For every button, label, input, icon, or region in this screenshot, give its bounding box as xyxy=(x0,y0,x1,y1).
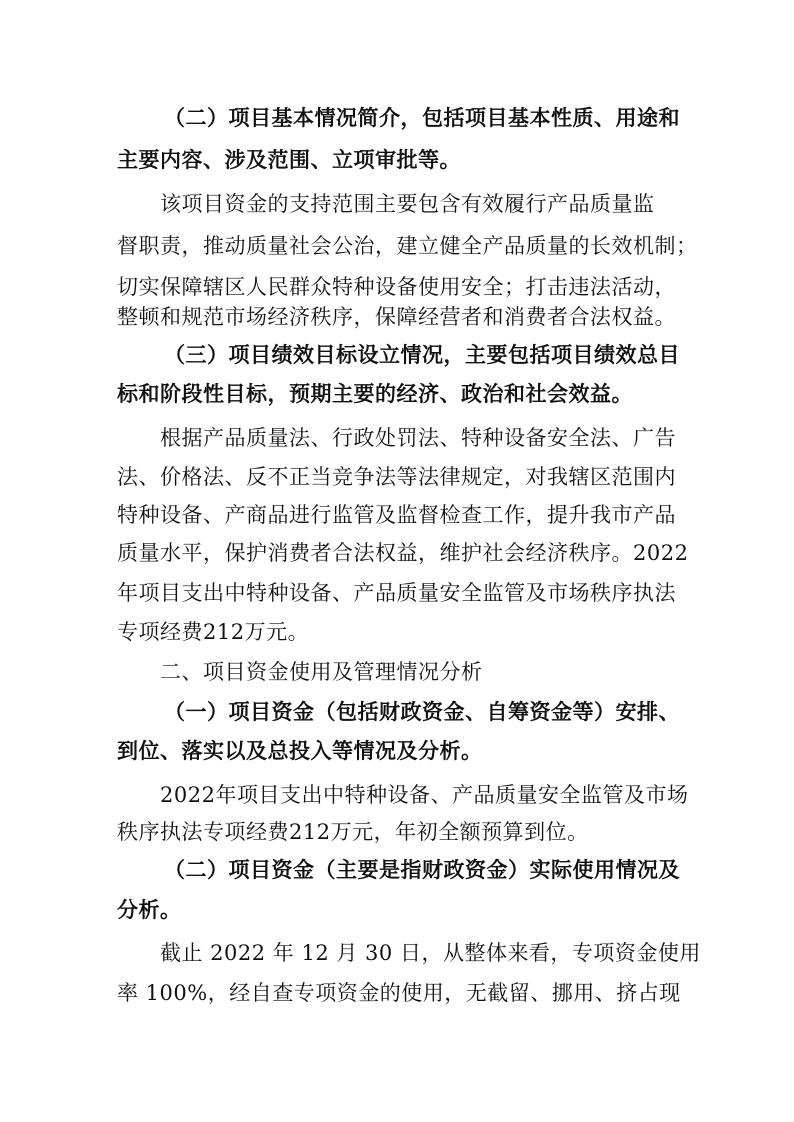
paragraph-line: 年项目支出中特种设备、产品质量安全监管及市场秩序执法 xyxy=(117,581,676,605)
paragraph-line: 整顿和规范市场经济秩序，保障经营者和消费者合法权益。 xyxy=(117,305,676,329)
subheading-performance-goals: （三）项目绩效目标设立情况，主要包括项目绩效总目 xyxy=(164,343,680,367)
paragraph-line: 质量水平，保护消费者合法权益，维护社会经济秩序。2022 xyxy=(117,541,689,565)
paragraph-line: 督职责，推动质量社会公治，建立健全产品质量的长效机制； xyxy=(117,234,698,258)
subheading-actual-usage-cont: 分析。 xyxy=(117,898,182,922)
paragraph-line: 截止 2022 年 12 月 30 日，从整体来看，专项资金使用 xyxy=(160,941,701,965)
paragraph-line: 秩序执法专项经费212万元，年初全额预算到位。 xyxy=(117,820,589,844)
subheading-actual-usage: （二）项目资金（主要是指财政资金）实际使用情况及 xyxy=(164,858,680,882)
paragraph-line: 特种设备、产商品进行监管及监督检查工作，提升我市产品 xyxy=(117,503,676,527)
subheading-funds-arrangement-cont: 到位、落实以及总投入等情况及分析。 xyxy=(117,739,483,763)
subheading-funds-arrangement: （一）项目资金（包括财政资金、自筹资金等）安排、 xyxy=(164,700,680,724)
paragraph-line: 该项目资金的支持范围主要包含有效履行产品质量监 xyxy=(160,192,655,216)
subheading-project-basic-info: （二）项目基本情况简介，包括项目基本性质、用途和 xyxy=(164,106,680,130)
subheading-performance-goals-cont: 标和阶段性目标，预期主要的经济、政治和社会效益。 xyxy=(117,382,633,406)
paragraph-line: 2022年项目支出中特种设备、产品质量安全监管及市场 xyxy=(160,783,689,807)
paragraph-line: 切实保障辖区人民群众特种设备使用安全；打击违法活动， xyxy=(117,275,676,299)
paragraph-line: 法、价格法、反不正当竞争法等法律规定，对我辖区范围内 xyxy=(117,465,676,489)
paragraph-line: 专项经费212万元。 xyxy=(117,620,310,644)
paragraph-line: 率 100%，经自查专项资金的使用，无截留、挪用、挤占现 xyxy=(117,981,681,1005)
section-heading-funds-usage: 二、项目资金使用及管理情况分析 xyxy=(160,660,483,684)
subheading-project-basic-info-cont: 主要内容、涉及范围、立项审批等。 xyxy=(117,148,461,172)
paragraph-line: 根据产品质量法、行政处罚法、特种设备安全法、广告 xyxy=(160,426,676,450)
